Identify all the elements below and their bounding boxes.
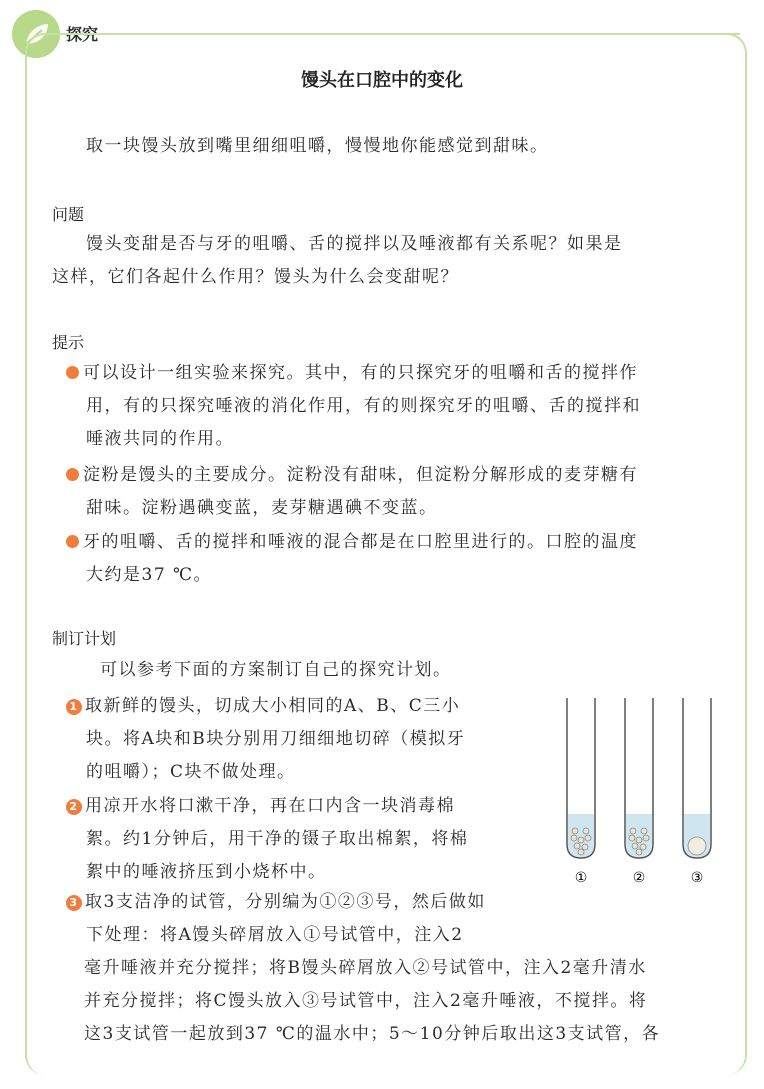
tube-label-3: ③ <box>690 870 704 886</box>
plan-step-1: 1 取新鲜的馒头，切成大小相同的A、B、C三小 块。将A块和B块分别用刀细细地切碎（模拟牙 的咀嚼）；C块不做处理。 <box>66 690 536 789</box>
test-tube-2 <box>625 698 653 858</box>
tube-label-1: ① <box>574 870 588 886</box>
header-label: 探究 <box>66 25 99 44</box>
plan-step-3-continued: 毫升唾液并充分搅拌；将B馒头碎屑放入②号试管中，注入2毫升清水 并充分搅拌；将C馒头放入③号试管中，注入2毫升唾液，不搅拌。将 这3支试管一起放到37 ℃的温水中；5～10分钟后取出这3支试管，各 <box>84 958 661 1044</box>
question-heading: 问题 <box>52 205 85 224</box>
hint-bullet-1: 可以设计一组实验来探究。其中，有的只探究牙的咀嚼和舌的搅拌作 用，有的只探究唾液的消化作用，有的则探究牙的咀嚼、舌的搅拌和 唾液共同的作用。 <box>66 357 726 456</box>
plan-step-3: 3 取3支洁净的试管，分别编为①②③号，然后做如 下处理：将A馒头碎屑放入①号试管中，注入2 <box>66 886 536 952</box>
plan-heading: 制订计划 <box>52 629 117 648</box>
question-line-1: 馒头变甜是否与牙的咀嚼、舌的搅拌以及唾液都有关系呢？如果是 <box>86 234 623 254</box>
plan-intro: 可以参考下面的方案制订自己的探究计划。 <box>100 660 452 680</box>
test-tubes-illustration <box>555 690 725 890</box>
test-tube-3 <box>683 698 711 858</box>
bullet-dot-icon <box>66 468 79 481</box>
bullet-dot-icon <box>66 366 79 379</box>
step-number-badge: 2 <box>66 799 82 815</box>
question-line-2: 这样，它们各起什么作用？馒头为什么会变甜呢？ <box>52 267 459 287</box>
tube-label-2: ② <box>632 870 646 886</box>
bullet-dot-icon <box>66 535 79 548</box>
step-number-badge: 1 <box>66 699 82 715</box>
page-title: 馒头在口腔中的变化 <box>301 70 463 91</box>
hint-bullet-3: 牙的咀嚼、舌的搅拌和唾液的混合都是在口腔里进行的。口腔的温度 大约是37 ℃。 <box>66 526 726 592</box>
plan-step-2: 2 用凉开水将口漱干净，再在口内含一块消毒棉 絮。约1分钟后，用干净的镊子取出棉絮，将棉 絮中的唾液挤压到小烧杯中。 <box>66 790 536 889</box>
test-tubes-figure <box>555 690 725 890</box>
step-number-badge: 3 <box>66 895 82 911</box>
test-tube-1 <box>567 698 595 858</box>
hint-heading: 提示 <box>52 333 85 352</box>
hint-bullet-2: 淀粉是馒头的主要成分。淀粉没有甜味，但淀粉分解形成的麦芽糖有 甜味。淀粉遇碘变蓝，麦芽糖遇碘不变蓝。 <box>66 459 726 525</box>
intro-paragraph: 取一块馒头放到嘴里细细咀嚼，慢慢地你能感觉到甜味。 <box>86 136 549 156</box>
